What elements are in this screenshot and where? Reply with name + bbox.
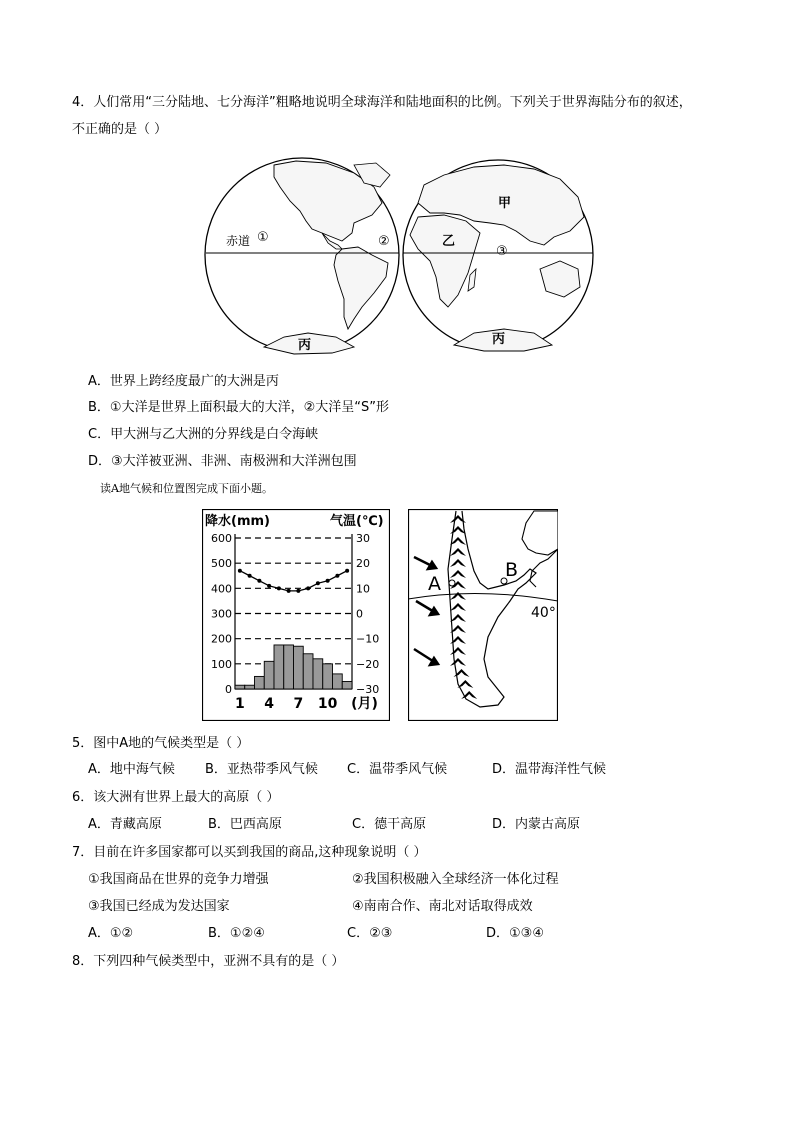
precip-bar-month-2 xyxy=(245,685,255,689)
q8-stem: 8．下列四种气候类型中，亚洲不具有的是（ ） xyxy=(72,954,345,969)
precip-axis-title: 降水(mm) xyxy=(205,514,270,529)
world-hemispheres-map xyxy=(204,157,594,359)
precip-tick-label: 100 xyxy=(211,657,232,671)
temperature-point-month-10 xyxy=(326,579,330,583)
precip-bar-month-5 xyxy=(274,645,284,689)
precip-bar-month-11 xyxy=(333,674,343,689)
q6-option-a: A．青藏高原 xyxy=(88,817,162,832)
q7-option-c: C．②③ xyxy=(347,926,393,941)
equator-label: 赤道 xyxy=(226,234,251,248)
precip-tick-label: 0 xyxy=(225,683,232,696)
precip-bar-month-6 xyxy=(284,645,294,689)
precip-bar-month-9 xyxy=(313,659,323,689)
precip-tick-label: 400 xyxy=(211,582,232,596)
temp-tick-label: −10 xyxy=(356,632,380,646)
temp-tick-label: 0 xyxy=(356,607,363,621)
q4-option-c: C．甲大洲与乙大洲的分界线是白令海峡 xyxy=(88,427,319,442)
temp-tick-label: 10 xyxy=(356,582,370,596)
precip-bar-month-4 xyxy=(264,661,274,689)
temperature-point-month-1 xyxy=(238,569,242,573)
temperature-point-month-11 xyxy=(335,574,339,578)
q4-option-d: D．③大洋被亚洲、非洲、南极洲和大洋洲包围 xyxy=(88,454,357,469)
temperature-point-month-12 xyxy=(345,569,349,573)
month-tick-label: 4 xyxy=(264,696,274,712)
q4-stem-line1: 4．人们常用“三分陆地、七分海洋”粗略地说明全球海洋和陆地面积的比例。下列关于世界海陆分布的叙述， xyxy=(72,95,692,110)
temp-tick-label: 20 xyxy=(356,557,370,571)
q5-option-c: C．温带季风气候 xyxy=(347,762,448,777)
month-tick-label: 10 xyxy=(317,696,338,712)
continent-yi-label: 乙 xyxy=(442,234,456,249)
precip-tick-label: 200 xyxy=(211,632,232,646)
q5-option-a: A．地中海气候 xyxy=(88,762,175,777)
continent-jia-label: 甲 xyxy=(498,196,512,211)
ocean-3-label: ③ xyxy=(496,244,508,259)
continent-bing-east-label: 丙 xyxy=(492,332,506,347)
precip-bar-month-7 xyxy=(294,646,304,689)
temp-tick-label: −20 xyxy=(356,657,380,671)
q4-option-a: A．世界上跨经度最广的大洲是丙 xyxy=(88,374,279,389)
q7-statement-2: ②我国积极融入全球经济一体化过程 xyxy=(352,872,559,887)
temperature-point-month-2 xyxy=(248,574,252,578)
q7-statement-3: ③我国已经成为发达国家 xyxy=(88,899,230,914)
figure-caption: 读A地气候和位置图完成下面小题。 xyxy=(100,482,273,495)
month-tick-label: 7 xyxy=(293,696,304,712)
temperature-point-month-8 xyxy=(306,586,310,590)
precip-bar-month-8 xyxy=(303,654,313,689)
latitude-label: 40° xyxy=(531,605,556,621)
temperature-point-month-4 xyxy=(267,584,271,588)
q6-option-b: B．巴西高原 xyxy=(208,817,282,832)
point-a-label: A xyxy=(428,573,441,595)
q5-option-d: D．温带海洋性气候 xyxy=(492,762,607,777)
q4-stem-line2: 不正确的是（ ） xyxy=(72,122,168,137)
ocean-1-label: ① xyxy=(257,230,269,245)
q5-option-b: B．亚热带季风气候 xyxy=(205,762,318,777)
continent-bing-west-label: 丙 xyxy=(298,338,312,353)
precip-bar-month-1 xyxy=(235,685,245,689)
temperature-point-month-9 xyxy=(316,581,320,585)
temperature-point-month-5 xyxy=(277,586,281,590)
q6-stem: 6．该大洲有世界上最大的高原（ ） xyxy=(72,790,280,805)
q6-option-d: D．内蒙古高原 xyxy=(492,817,581,832)
point-b-label: B xyxy=(505,559,519,581)
precip-bar-month-3 xyxy=(255,676,265,689)
q7-stem: 7．目前在许多国家都可以买到我国的商品,这种现象说明（ ） xyxy=(72,845,427,860)
climate-chart xyxy=(202,509,390,725)
temp-tick-label: −30 xyxy=(356,683,380,696)
q4-option-b: B．①大洋是世界上面积最大的大洋，②大洋呈“S”形 xyxy=(88,400,389,415)
temperature-point-month-6 xyxy=(287,589,291,593)
ocean-2-label: ② xyxy=(378,234,390,249)
temperature-point-month-3 xyxy=(257,579,261,583)
precip-tick-label: 300 xyxy=(211,607,232,621)
q7-statement-1: ①我国商品在世界的竞争力增强 xyxy=(88,872,269,887)
precip-tick-label: 500 xyxy=(211,557,232,571)
temperature-point-month-7 xyxy=(296,589,300,593)
location-map xyxy=(408,509,558,725)
month-tick-label: (月) xyxy=(351,696,378,712)
q7-option-b: B．①②④ xyxy=(208,926,265,941)
q7-option-d: D．①③④ xyxy=(486,926,544,941)
temp-tick-label: 30 xyxy=(356,532,370,545)
q7-option-a: A．①② xyxy=(88,926,134,941)
q5-stem: 5．图中A地的气候类型是（ ） xyxy=(72,736,250,751)
q7-statement-4: ④南南合作、南北对话取得成效 xyxy=(352,899,533,914)
precip-tick-label: 600 xyxy=(211,532,232,545)
precip-bar-month-10 xyxy=(323,664,333,689)
q6-option-c: C．德干高原 xyxy=(352,817,427,832)
month-tick-label: 1 xyxy=(235,696,245,712)
temp-axis-title: 气温(℃) xyxy=(330,514,384,529)
precip-bar-month-12 xyxy=(342,681,352,689)
